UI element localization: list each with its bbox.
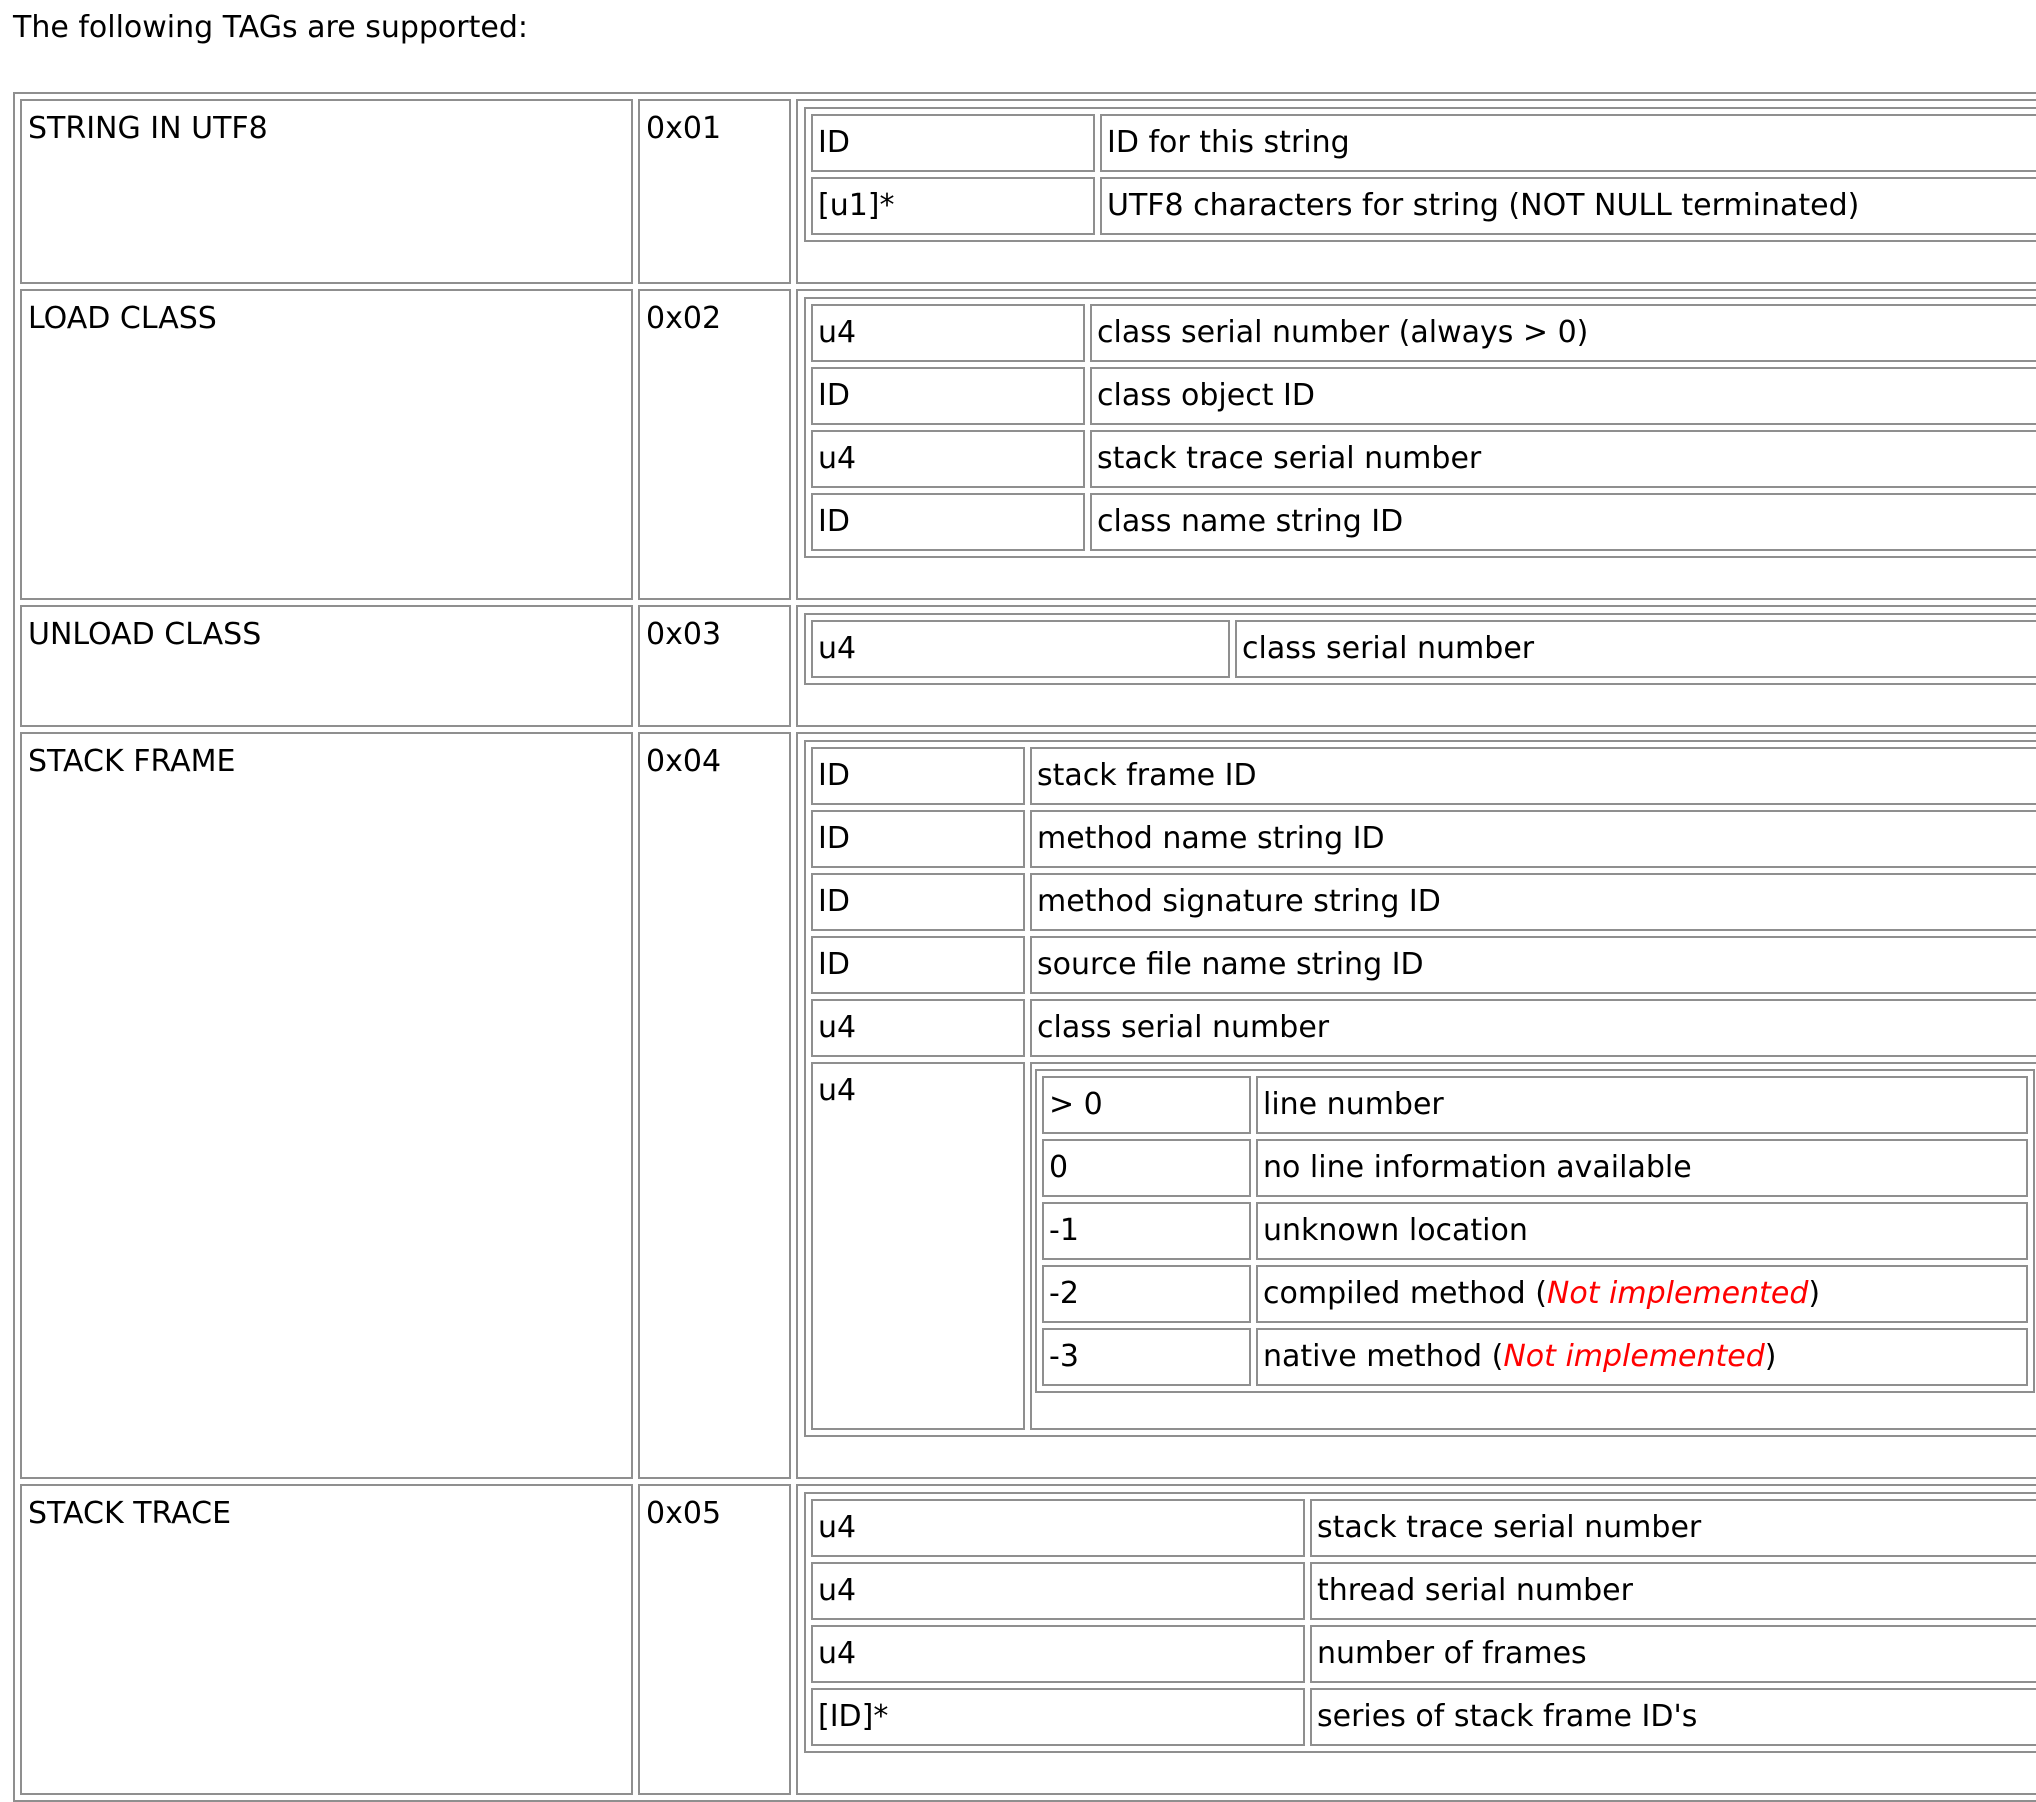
- record-row: [20, 605, 2036, 727]
- field-row: [811, 1688, 2036, 1746]
- desc-prefix: native method (: [1263, 1339, 1504, 1374]
- record-name: STACK TRACE: [20, 1484, 633, 1795]
- field-desc: stack trace serial number: [1310, 1499, 2036, 1557]
- field-type: u4: [811, 304, 1085, 362]
- record-name: UNLOAD CLASS: [20, 605, 633, 727]
- record-name: STACK FRAME: [20, 732, 633, 1479]
- record-tag: 0x05: [638, 1484, 791, 1795]
- desc-prefix: compiled method (: [1263, 1276, 1547, 1311]
- field-row: [811, 114, 2036, 172]
- line-value-row: [1042, 1265, 2028, 1323]
- field-type: ID: [811, 114, 1095, 172]
- desc-suffix: ): [1764, 1339, 1777, 1374]
- field-desc: class serial number (always > 0): [1090, 304, 2036, 362]
- line-value-desc: unknown location: [1256, 1202, 2028, 1260]
- field-row: [811, 493, 2036, 551]
- line-values-table: [1035, 1069, 2035, 1393]
- record-row: [20, 99, 2036, 284]
- fields-table: [804, 740, 2036, 1437]
- line-value-desc: line number: [1256, 1076, 2028, 1134]
- field-type: ID: [811, 747, 1025, 805]
- field-row: [811, 1062, 2036, 1430]
- field-row: [811, 304, 2036, 362]
- field-desc: UTF8 characters for string (NOT NULL terminated): [1100, 177, 2036, 235]
- line-value: > 0: [1042, 1076, 1251, 1134]
- tags-table: [13, 92, 2036, 1802]
- record-fields: [796, 99, 2036, 284]
- field-type: u4: [811, 430, 1085, 488]
- field-type: [ID]*: [811, 1688, 1305, 1746]
- field-row: [811, 873, 2036, 931]
- field-row: [811, 936, 2036, 994]
- line-value: -1: [1042, 1202, 1251, 1260]
- field-type: ID: [811, 493, 1085, 551]
- line-value: -2: [1042, 1265, 1251, 1323]
- field-row: [811, 1625, 2036, 1683]
- field-row: [811, 177, 2036, 235]
- field-desc: stack trace serial number: [1090, 430, 2036, 488]
- fields-table: [804, 107, 2036, 242]
- field-desc: ID for this string: [1100, 114, 2036, 172]
- line-value-desc: [1256, 1265, 2028, 1323]
- field-type: u4: [811, 999, 1025, 1057]
- not-implemented-note: Not implemented: [1503, 1339, 1765, 1374]
- record-tag: 0x02: [638, 289, 791, 600]
- field-desc: thread serial number: [1310, 1562, 2036, 1620]
- field-row: [811, 1499, 2036, 1557]
- record-row: [20, 1484, 2036, 1795]
- line-value-row: [1042, 1076, 2028, 1134]
- field-desc: source file name string ID: [1030, 936, 2036, 994]
- desc-suffix: ): [1808, 1276, 1821, 1311]
- record-row: [20, 732, 2036, 1479]
- field-desc: class serial number: [1235, 620, 2036, 678]
- field-desc: method name string ID: [1030, 810, 2036, 868]
- not-implemented-note: Not implemented: [1546, 1276, 1809, 1311]
- record-fields: [796, 732, 2036, 1479]
- line-value: 0: [1042, 1139, 1251, 1197]
- field-row: [811, 367, 2036, 425]
- field-desc: class name string ID: [1090, 493, 2036, 551]
- field-type: u4: [811, 620, 1230, 678]
- record-fields: [796, 289, 2036, 600]
- line-value-row: [1042, 1202, 2028, 1260]
- fields-table: [804, 613, 2036, 685]
- line-value-desc: no line information available: [1256, 1139, 2028, 1197]
- record-tag: 0x03: [638, 605, 791, 727]
- record-name: STRING IN UTF8: [20, 99, 633, 284]
- intro-text: The following TAGs are supported:: [13, 10, 528, 45]
- field-type: ID: [811, 367, 1085, 425]
- field-row: [811, 1562, 2036, 1620]
- line-value-desc: [1256, 1328, 2028, 1386]
- field-desc: class object ID: [1090, 367, 2036, 425]
- field-type: u4: [811, 1562, 1305, 1620]
- field-desc: class serial number: [1030, 999, 2036, 1057]
- line-number-values: [1030, 1062, 2036, 1430]
- line-value: -3: [1042, 1328, 1251, 1386]
- field-desc: method signature string ID: [1030, 873, 2036, 931]
- line-value-row: [1042, 1328, 2028, 1386]
- fields-table: [804, 297, 2036, 558]
- record-fields: [796, 1484, 2036, 1795]
- field-row: [811, 620, 2036, 678]
- field-row: [811, 430, 2036, 488]
- record-name: LOAD CLASS: [20, 289, 633, 600]
- record-fields: [796, 605, 2036, 727]
- field-type: ID: [811, 936, 1025, 994]
- fields-table: [804, 1492, 2036, 1753]
- field-row: [811, 999, 2036, 1057]
- field-desc: series of stack frame ID's: [1310, 1688, 2036, 1746]
- field-type: u4: [811, 1499, 1305, 1557]
- record-row: [20, 289, 2036, 600]
- line-value-row: [1042, 1139, 2028, 1197]
- field-type: [u1]*: [811, 177, 1095, 235]
- field-type: u4: [811, 1625, 1305, 1683]
- field-row: [811, 747, 2036, 805]
- field-type: u4: [811, 1062, 1025, 1430]
- field-row: [811, 810, 2036, 868]
- record-tag: 0x01: [638, 99, 791, 284]
- record-tag: 0x04: [638, 732, 791, 1479]
- field-type: ID: [811, 810, 1025, 868]
- field-type: ID: [811, 873, 1025, 931]
- field-desc: number of frames: [1310, 1625, 2036, 1683]
- field-desc: stack frame ID: [1030, 747, 2036, 805]
